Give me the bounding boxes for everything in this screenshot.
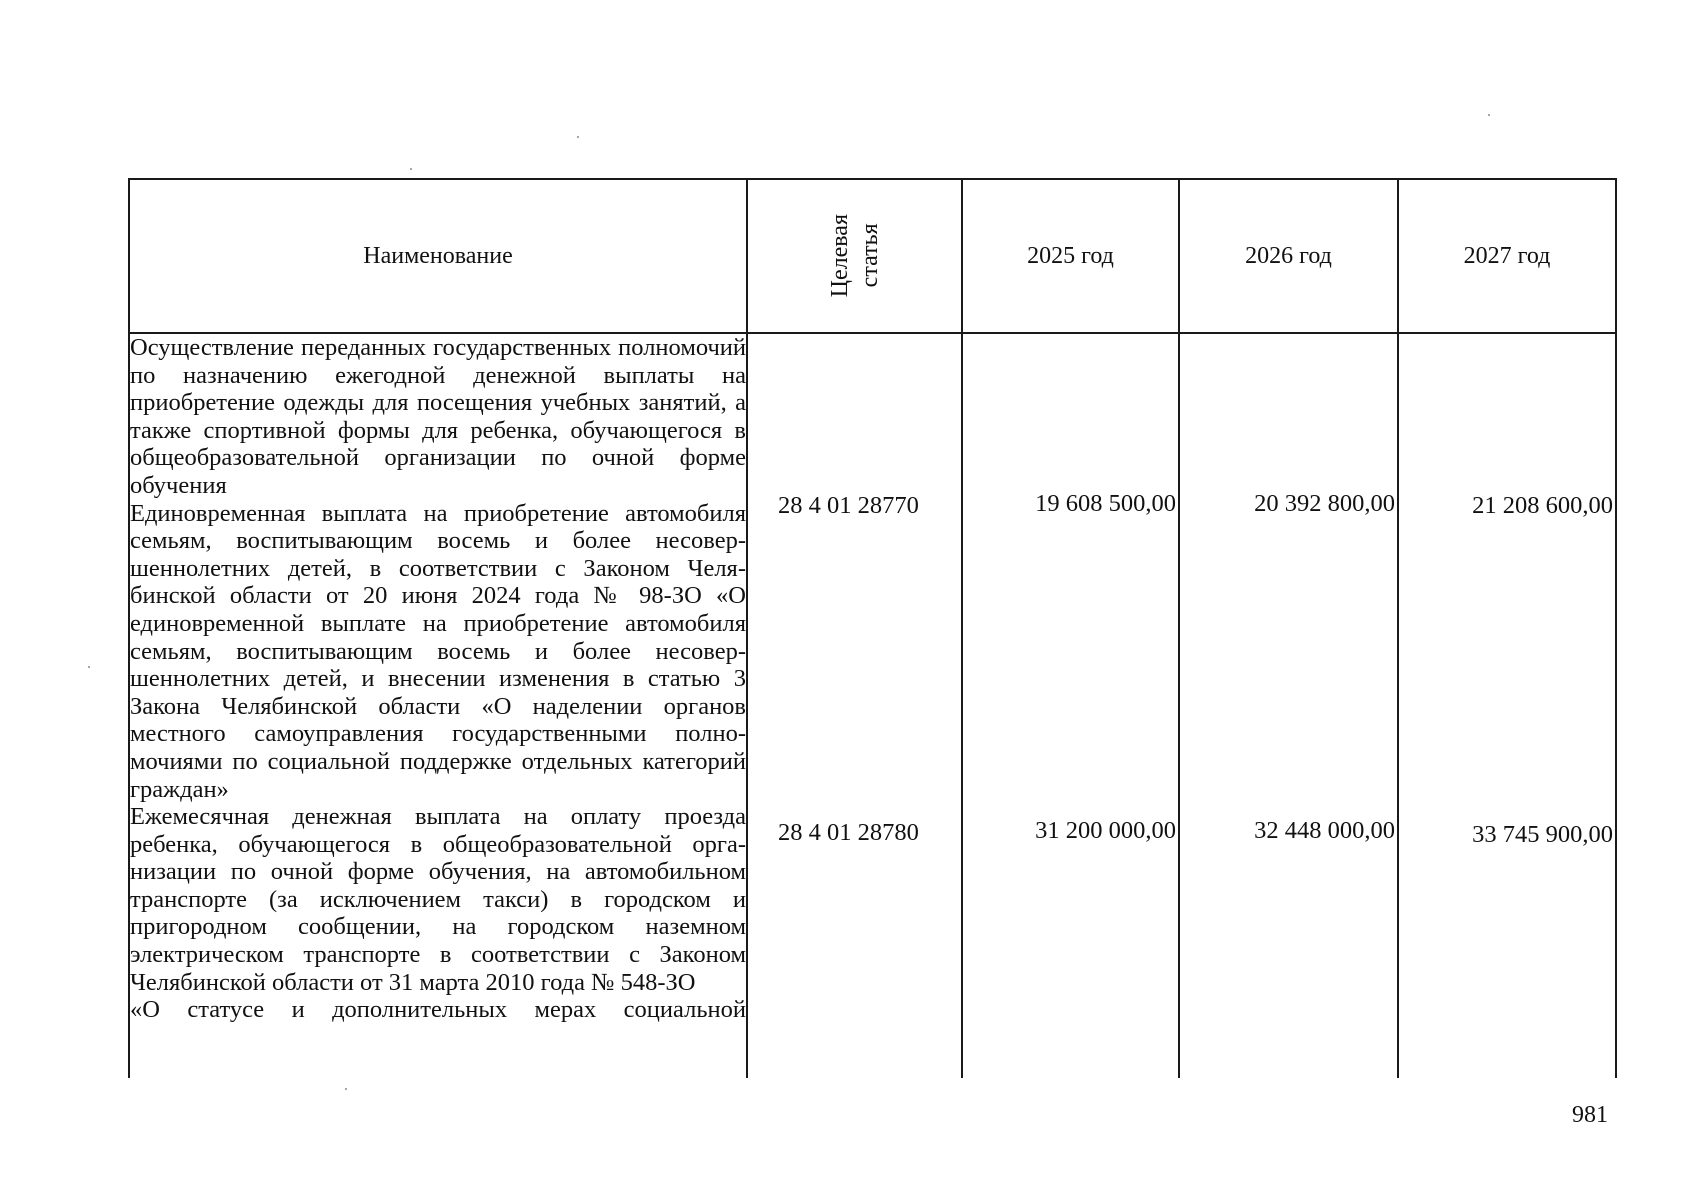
row-name-car-payment: Единовременная выплата на приобретение автомобиля семьям, воспитывающим восемь и более несовершеннолетних детей, в соответствии с Законом Челябинской области от 20 июня 2024 года № 98-ЗО «О единовременной выплате на приобретение автомобиля семьям, воспитывающим восемь и более несовершеннолетних детей, и внесении изменения в статью 3 Закона Челябинской области «О наделении органов местного самоуправления государственными полномочиями по социальной поддержке отдельных категорий граждан» bbox=[130, 499, 746, 803]
header-year-2026: 2026 год bbox=[1179, 179, 1398, 333]
scan-speck bbox=[345, 1088, 347, 1090]
scan-speck bbox=[88, 666, 90, 668]
scan-speck bbox=[1488, 114, 1490, 116]
code-column bbox=[747, 333, 962, 1078]
header-year-2027: 2027 год bbox=[1398, 179, 1616, 333]
header-target-article-label: Целевая статья bbox=[826, 214, 883, 298]
row-2026-clothing-payment: 20 392 800,00 bbox=[1254, 490, 1395, 517]
row-name-transport-payment-cut: «О статусе и дополнительных мерах социальной bbox=[130, 996, 746, 1024]
row-2026-car-payment: 32 448 000,00 bbox=[1254, 817, 1395, 844]
row-2025-clothing-payment: 19 608 500,00 bbox=[1035, 490, 1176, 517]
budget-table bbox=[128, 178, 1617, 1078]
row-code-clothing-payment: 28 4 01 28770 bbox=[778, 492, 919, 519]
header-name: Наименование bbox=[129, 179, 747, 333]
header-target-article bbox=[747, 179, 962, 333]
scan-speck bbox=[410, 168, 412, 170]
year-2027-column bbox=[1398, 333, 1616, 1078]
table-body-row bbox=[129, 333, 1616, 1078]
table-header-row bbox=[129, 179, 1616, 333]
row-2025-car-payment: 31 200 000,00 bbox=[1035, 817, 1176, 844]
name-column bbox=[129, 333, 747, 1078]
row-code-car-payment: 28 4 01 28780 bbox=[778, 819, 919, 846]
header-year-2025: 2025 год bbox=[962, 179, 1179, 333]
row-name-transport-payment: Ежемесячная денежная выплата на оплату проезда ребенка, обучающегося в общеобразовательной организации по очной форме обучения, на автомобильном транспорте (за исключением такси) в городском и пригородном сообщении, на городском наземном электрическом транспорте в соответствии с Законом Челябинской области от 31 марта 2010 года № 548-ЗО bbox=[130, 803, 746, 996]
scan-speck bbox=[577, 136, 579, 138]
page-number: 981 bbox=[1572, 1102, 1608, 1128]
row-name-clothing-payment: Осуществление переданных государственных полномочий по назначению ежегодной денежной выплаты на приобретение одежды для посещения учебных занятий, а также спортивной формы для ребенка, обучающегося в общеобразовательной организации по очной форме обучения bbox=[130, 334, 746, 499]
year-2025-column bbox=[962, 333, 1179, 1078]
year-2026-column bbox=[1179, 333, 1398, 1078]
row-2027-clothing-payment: 21 208 600,00 bbox=[1472, 492, 1613, 519]
row-2027-car-payment: 33 745 900,00 bbox=[1472, 821, 1613, 848]
